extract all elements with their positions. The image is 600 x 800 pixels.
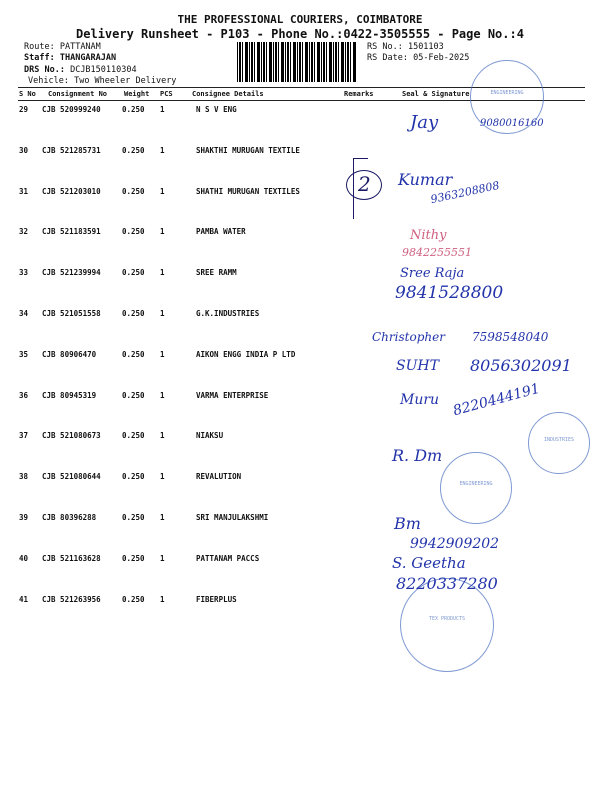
phone-35b: 8056302091 — [470, 356, 572, 375]
row-pcs: 1 — [160, 553, 165, 563]
company-title: THE PROFESSIONAL COURIERS, COIMBATORE — [177, 13, 423, 26]
row-pcs: 1 — [160, 390, 165, 400]
row-weight: 0.250 — [122, 553, 145, 563]
row-pcs: 1 — [160, 105, 165, 114]
row-weight: 0.250 — [122, 105, 145, 114]
phone-32: 9842255551 — [402, 246, 472, 259]
row-pcs: 1 — [160, 145, 165, 155]
row-sno: 33 — [19, 268, 29, 278]
row-weight: 0.250 — [122, 472, 145, 482]
row-pcs: 1 — [160, 186, 165, 196]
table-row — [0, 431, 600, 471]
row-consignee: PAMBA WATER — [196, 227, 246, 237]
row-consignee: REVALUTION — [196, 472, 242, 482]
phone-40: 8220337280 — [396, 574, 498, 593]
rs-no-value: 1501103 — [407, 42, 444, 52]
signature-30: Kumar — [398, 170, 453, 189]
col-header-remarks: Remarks — [344, 90, 374, 98]
row-pcs: 1 — [160, 227, 165, 237]
row-consignee: FIBERPLUS — [196, 594, 237, 604]
row-pcs: 1 — [160, 472, 165, 482]
table-row — [0, 268, 600, 308]
row-consignment-no: CJB 520999240 — [42, 105, 101, 114]
row-consignee: PATTANAM PACCS — [196, 553, 260, 563]
phone-29: 9080016160 — [480, 118, 544, 129]
table-row — [0, 595, 600, 635]
row-pcs: 1 — [160, 513, 165, 522]
row-weight: 0.250 — [122, 349, 145, 359]
phone-35: 7598548040 — [472, 330, 549, 344]
row-weight: 0.250 — [122, 594, 145, 604]
barcode — [237, 42, 357, 82]
col-header-sno: S No — [19, 90, 36, 98]
row-consignee: SREE RAMM — [196, 268, 237, 278]
signature-38: R. Dm — [392, 446, 443, 465]
row-sno: 29 — [19, 105, 29, 114]
signature-29: Jay — [410, 112, 439, 133]
row-sno: 31 — [19, 186, 29, 196]
drs-field: DRS No.: DCJB150110304 — [24, 65, 137, 75]
row-consignment-no: CJB 80396288 — [42, 513, 97, 522]
row-consignee: NIAKSU — [196, 431, 224, 441]
route-value: PATTANAM — [59, 42, 101, 52]
row-consignment-no: CJB 521080673 — [42, 431, 101, 441]
signature-32: Nithy — [410, 228, 447, 243]
staff-value: THANGARAJAN — [59, 53, 117, 63]
row-sno: 39 — [19, 513, 29, 522]
row-pcs: 1 — [160, 349, 165, 359]
col-header-consignment: Consignment No — [48, 90, 108, 98]
phone-36: 8220444191 — [451, 380, 542, 420]
row-consignee: SHATHI MURUGAN TEXTILES — [196, 186, 300, 196]
table-row — [0, 146, 600, 186]
row-weight: 0.250 — [122, 145, 145, 155]
remark-circled-number: 2 — [358, 172, 371, 196]
signature-35: Christopher — [372, 330, 445, 344]
row-pcs: 1 — [160, 594, 165, 604]
row-weight: 0.250 — [122, 431, 145, 441]
table-row — [0, 554, 600, 594]
row-sno: 34 — [19, 309, 29, 318]
rs-date-value: 05-Feb-2025 — [413, 53, 470, 63]
row-sno: 41 — [19, 594, 29, 604]
rs-date-field: RS Date: 05-Feb-2025 — [367, 53, 470, 63]
row-weight: 0.250 — [122, 268, 145, 278]
row-consignment-no: CJB 80906470 — [42, 349, 97, 359]
row-consignment-no: CJB 521239994 — [42, 268, 101, 278]
row-consignee: SRI MANJULAKSHMI — [196, 513, 269, 522]
row-sno: 40 — [19, 553, 29, 563]
signature-33: Sree Raja — [400, 266, 465, 281]
col-header-consignee: Consignee Details — [192, 90, 264, 98]
row-weight: 0.250 — [122, 513, 145, 522]
row-sno: 36 — [19, 390, 29, 400]
rs-no-field: RS No.: 1501103 — [367, 42, 444, 52]
col-header-pcs: PCS — [160, 90, 173, 98]
row-consignment-no: CJB 80945319 — [42, 390, 97, 400]
row-weight: 0.250 — [122, 227, 145, 237]
table-row — [0, 187, 600, 227]
row-weight: 0.250 — [122, 390, 145, 400]
company-seal-stamp: INDUSTRIES — [528, 412, 590, 474]
row-sno: 38 — [19, 472, 29, 482]
col-header-weight: Weight — [124, 90, 150, 98]
signature-35b: SUHT — [396, 358, 439, 374]
row-consignment-no: CJB 521051558 — [42, 309, 101, 318]
vehicle-value: Two Wheeler Delivery — [74, 76, 177, 86]
row-pcs: 1 — [160, 431, 165, 441]
company-seal-stamp: ENGINEERING — [440, 452, 512, 524]
route-field: Route: PATTANAM — [24, 42, 101, 52]
row-consignee: N S V ENG — [196, 105, 237, 114]
row-sno: 32 — [19, 227, 29, 237]
row-consignee: VARMA ENTERPRISE — [196, 390, 269, 400]
signature-40: S. Geetha — [392, 554, 466, 572]
row-consignment-no: CJB 521080644 — [42, 472, 101, 482]
row-weight: 0.250 — [122, 309, 145, 318]
row-consignment-no: CJB 521183591 — [42, 227, 101, 237]
company-seal-stamp: ENGINEERING — [470, 60, 544, 134]
row-consignee: G.K.INDUSTRIES — [196, 309, 260, 318]
signature-36: Muru — [400, 392, 440, 408]
vehicle-field: Vehicle: Two Wheeler Delivery — [28, 76, 177, 86]
row-consignee: AIKON ENGG INDIA P LTD — [196, 349, 296, 359]
table-row — [0, 227, 600, 267]
signature-39: Bm — [394, 514, 421, 533]
row-weight: 0.250 — [122, 186, 145, 196]
row-pcs: 1 — [160, 309, 165, 318]
row-consignee: SHAKTHI MURUGAN TEXTILE — [196, 145, 300, 155]
row-consignment-no: CJB 521203010 — [42, 186, 101, 196]
row-sno: 35 — [19, 349, 29, 359]
company-seal-stamp: TEX PRODUCTS — [400, 578, 494, 672]
phone-33: 9841528800 — [395, 283, 504, 303]
row-pcs: 1 — [160, 268, 165, 278]
row-sno: 30 — [19, 145, 29, 155]
phone-30: 9363208808 — [429, 178, 501, 207]
row-consignment-no: CJB 521263956 — [42, 594, 101, 604]
table-row — [0, 513, 600, 553]
staff-field: Staff: THANGARAJAN — [24, 53, 117, 63]
row-sno: 37 — [19, 431, 29, 441]
col-header-signature: Seal & Signature — [402, 90, 470, 98]
phone-39: 9942909202 — [410, 536, 500, 552]
row-consignment-no: CJB 521163628 — [42, 553, 101, 563]
row-consignment-no: CJB 521285731 — [42, 145, 101, 155]
drs-value: DCJB150110304 — [70, 65, 137, 75]
runsheet-title: Delivery Runsheet - P103 - Phone No.:0422-3505555 - Page No.:4 — [76, 27, 524, 41]
